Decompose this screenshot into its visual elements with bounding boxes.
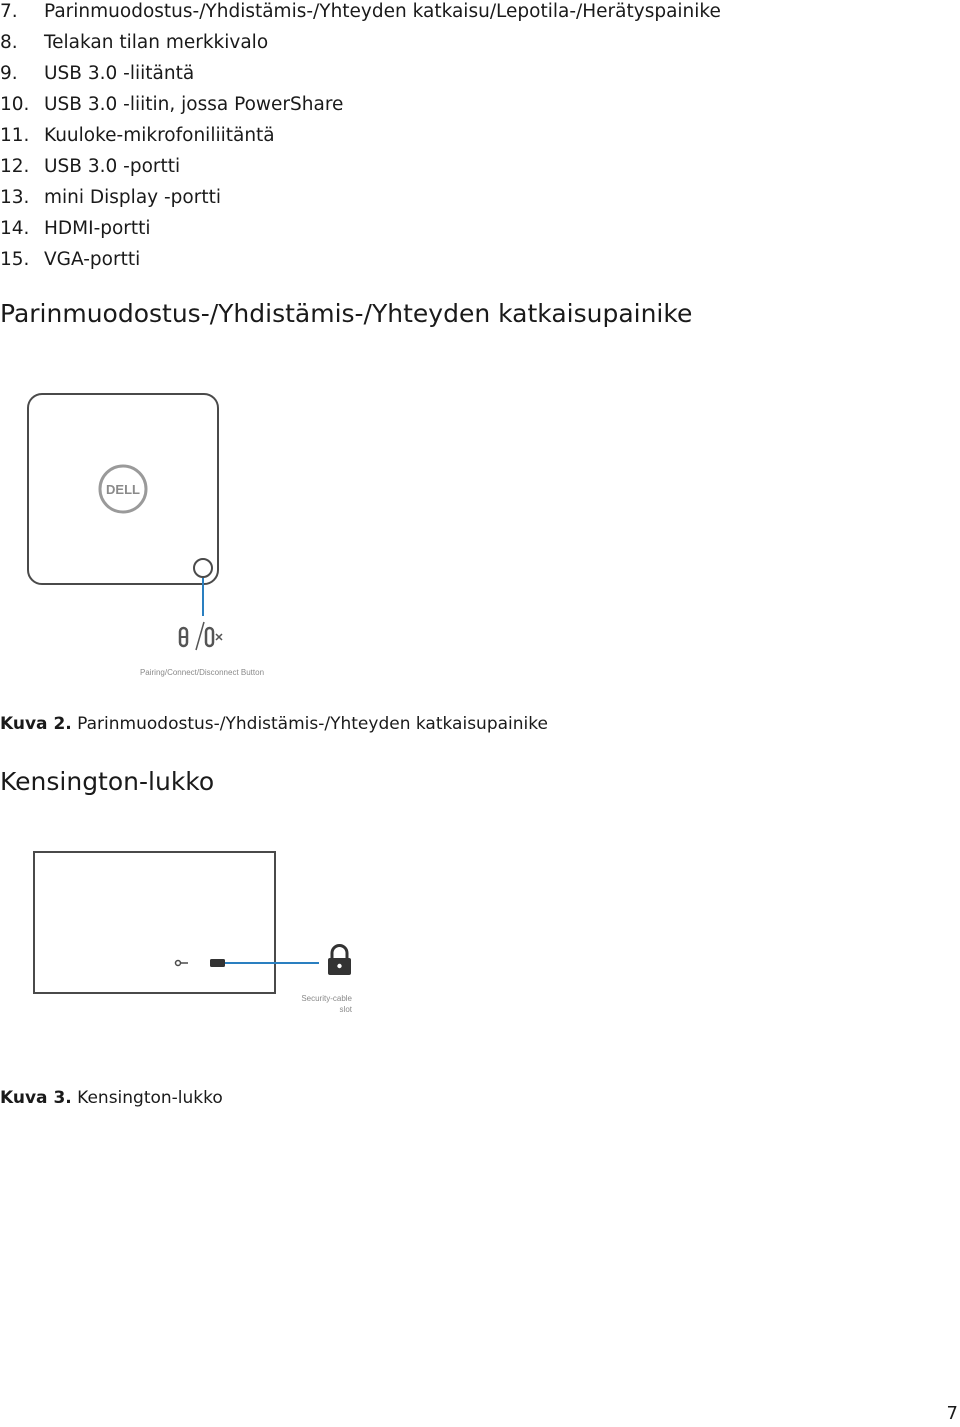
figure-label-pairing: Pairing/Connect/Disconnect Button <box>139 668 265 677</box>
list-item-number: 13. <box>0 187 30 208</box>
security-slot <box>210 959 225 967</box>
list-item-text: Telakan tilan merkkivalo <box>44 32 269 53</box>
pairing-button <box>194 559 212 577</box>
section-heading-pairing: Parinmuodostus-/Yhdistämis-/Yhteyden katkaisupainike <box>0 299 693 328</box>
kensington-lock-figure <box>30 846 360 1020</box>
figure-label-security-line1: Security-cable <box>301 994 352 1003</box>
list-item-number: 11. <box>0 125 30 146</box>
caption-label: Kuva 2. <box>0 714 72 734</box>
list-item-number: 10. <box>0 94 30 115</box>
list-item-text: USB 3.0 -portti <box>44 156 181 177</box>
figure-caption-3 <box>0 1087 223 1109</box>
list-item-number: 8. <box>0 32 18 53</box>
page-number: 7 <box>946 1403 958 1424</box>
list-item-text: USB 3.0 -liitin, jossa PowerShare <box>44 94 344 115</box>
figure-label-security-line2: slot <box>339 1005 352 1014</box>
list-item-text: HDMI-portti <box>44 218 151 239</box>
section-heading-kensington: Kensington-lukko <box>0 767 215 796</box>
list-item-text: mini Display -portti <box>44 187 221 208</box>
dell-logo-text: DELL <box>106 482 140 497</box>
caption-text: Kensington-lukko <box>77 1088 223 1108</box>
caption-label: Kuva 3. <box>0 1088 72 1108</box>
list-item-number: 9. <box>0 63 18 84</box>
list-item-text: Parinmuodostus-/Yhdistämis-/Yhteyden katkaisu/Lepotila-/Herätyspainike <box>44 1 721 22</box>
list-item-text: USB 3.0 -liitäntä <box>44 63 195 84</box>
list-item-number: 15. <box>0 249 30 270</box>
list-item-number: 12. <box>0 156 30 177</box>
list-item-number: 7. <box>0 1 18 22</box>
pairing-symbol-icon <box>180 622 222 650</box>
lock-icon <box>328 946 351 976</box>
dock-side-outline <box>34 852 275 993</box>
figure-caption-2 <box>0 713 548 735</box>
caption-text: Parinmuodostus-/Yhdistämis-/Yhteyden katkaisupainike <box>77 714 548 734</box>
list-item-number: 14. <box>0 218 30 239</box>
list-item-text: VGA-portti <box>44 249 141 270</box>
list-item-text: Kuuloke-mikrofoniliitäntä <box>44 125 275 146</box>
pairing-button-figure <box>24 388 274 680</box>
